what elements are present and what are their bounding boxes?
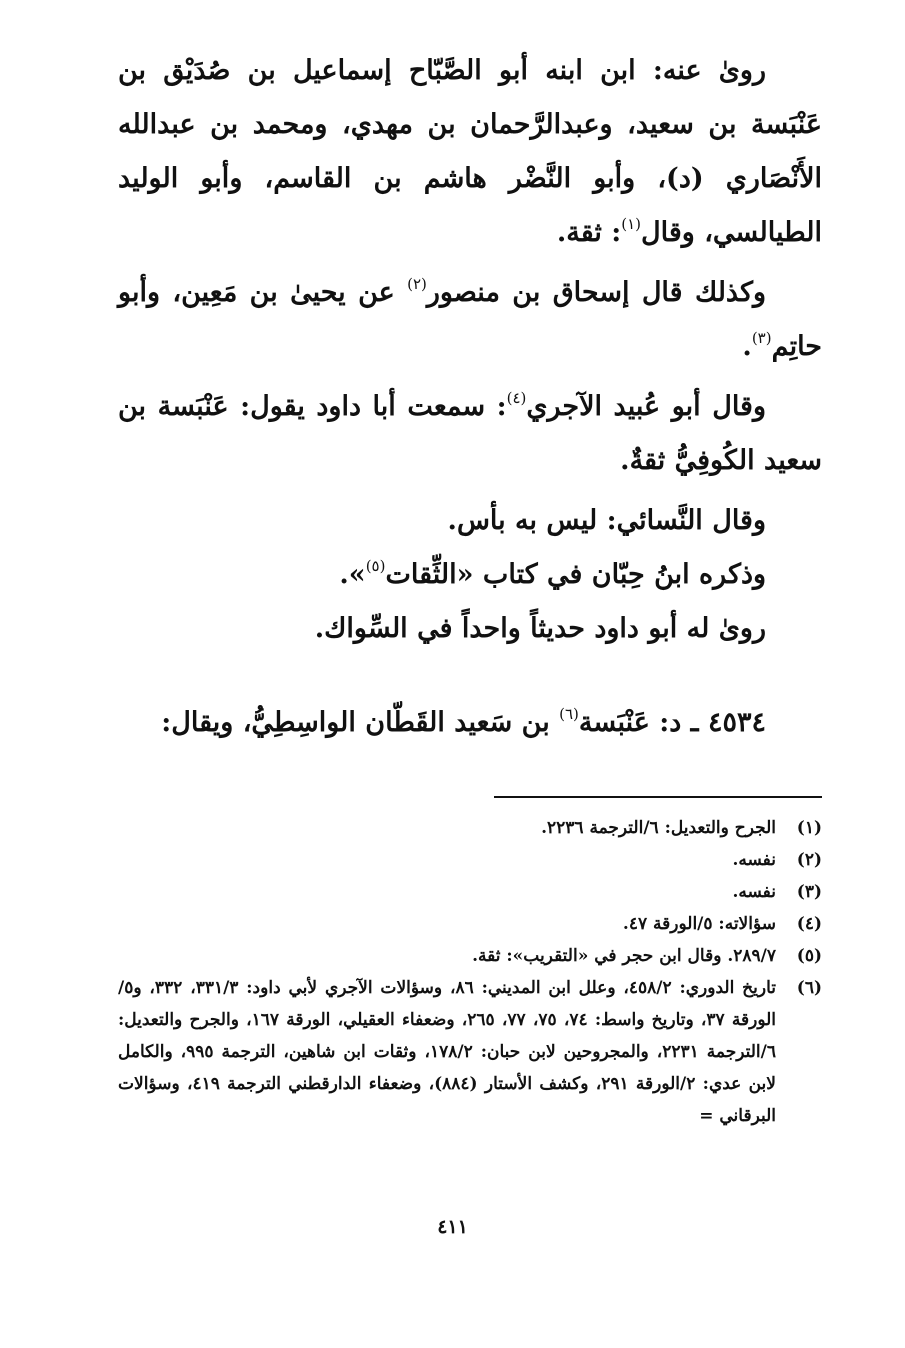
paragraph-narrated-by: [118, 602, 822, 656]
footnote-text: سؤالاته: ٥/الورقة ٤٧.: [622, 914, 776, 934]
paragraph-ajurri: [118, 380, 822, 488]
entry-text: بن سَعيد القَطّان الواسِطِيُّ، ويقال:: [161, 707, 560, 738]
footnote-ref: (٣): [751, 329, 772, 347]
paragraph-narrators: [118, 44, 822, 260]
footnote-number: (٤): [796, 914, 822, 934]
main-text: [118, 44, 822, 750]
footnote-number: (٢): [796, 850, 822, 870]
footnote-item: [118, 844, 822, 876]
paragraph-text: ».: [339, 559, 366, 590]
footnote-ref: (٦): [559, 705, 579, 723]
footnote-divider: [494, 796, 822, 798]
footnote-ref: (٥): [365, 557, 386, 575]
paragraph-text: : ثقة.: [556, 217, 622, 248]
paragraph-text: عن يحيىٰ بن مَعِين، وأبو حاتِم: [118, 277, 822, 362]
paragraph-lead: روىٰ عنه:: [652, 55, 767, 86]
paragraph-text: وذكره ابنُ حِبّان في كتاب «الثِّقات: [385, 559, 766, 590]
footnote-item: [118, 812, 822, 844]
paragraph-text: وقال النَّسائي: ليس به بأس.: [447, 505, 766, 536]
page-number: ٤١١: [437, 1216, 468, 1238]
footnote-text: ٢٨٩/٧. وقال ابن حجر في «التقريب»: ثقة.: [472, 946, 776, 966]
paragraph-text: .: [742, 331, 752, 362]
footnote-item: [118, 940, 822, 972]
paragraph-text: وكذلك قال إسحاق بن منصور: [426, 277, 766, 308]
footnote-text: نفسه.: [732, 882, 776, 902]
paragraph-ibn-hibban: [118, 548, 822, 602]
paragraph-nasai: [118, 494, 822, 548]
paragraph-text: وقال أبو عُبيد الآجري: [526, 391, 766, 422]
footnote-number: (١): [796, 818, 822, 838]
entry-title: ٤٥٣٤ ـ د: عَنْبَسة: [578, 707, 766, 738]
footnote-item: [118, 876, 822, 908]
paragraph-text: روىٰ له أبو داود حديثاً واحداً في السِّواك.: [314, 613, 766, 644]
footnote-item: [118, 908, 822, 940]
paragraph-text: ابن ابنه أبو الصَّبّاح إسماعيل بن صُدَيْق بن عَنْبَسة بن سعيد، وعبدالرَّحمان بن مهدي، ومحمد بن عبدالله الأَنْصَاري (د)، وأبو النَّضْر هاشم بن القاسم، وأبو الوليد الطيالسي، وقال: [118, 55, 822, 248]
footnote-text: تاريخ الدوري: ٤٥٨/٢، وعلل ابن المديني: ٨٦، وسؤالات الآجري لأبي داود: ٣٣١/٣، ٣٣٢، و٥/الورقة ٣٧، وتاريخ واسط: ٧٤، ٧٥، ٧٧، ٢٦٥، وضعفاء العقيلي، الورقة ١٦٧، والجرح والتعديل: ٦/الترجمة ٢٢٣١، والمجروحين لابن حبان: ١٧٨/٢، وثقات ابن شاهين، الترجمة ٩٩٥، والكامل لابن عدي: ٢/الورقة ٢٩١، وكشف الأستار (٨٨٤)، وضعفاء الدارقطني الترجمة ٤١٩، وسؤالات البرقاني =: [118, 978, 777, 1126]
footnote-item: [118, 972, 822, 1132]
paragraph-ishaq: [118, 266, 822, 374]
entry-heading: [118, 696, 822, 750]
footnote-number: (٣): [796, 882, 822, 902]
footnote-ref: (١): [621, 215, 642, 233]
footnote-ref: (٤): [506, 389, 527, 407]
footnote-number: (٥): [796, 946, 822, 966]
footnote-ref: (٢): [407, 275, 427, 293]
footnote-text: الجرح والتعديل: ٦/الترجمة ٢٢٣٦.: [541, 818, 776, 838]
footnote-text: نفسه.: [732, 850, 776, 870]
footnote-number: (٦): [796, 978, 822, 998]
paragraph-text: : سمعت أبا داود يقول: عَنْبَسة بن سعيد الكُوفِيُّ ثقةٌ.: [118, 391, 822, 476]
footnotes: [118, 812, 822, 1132]
